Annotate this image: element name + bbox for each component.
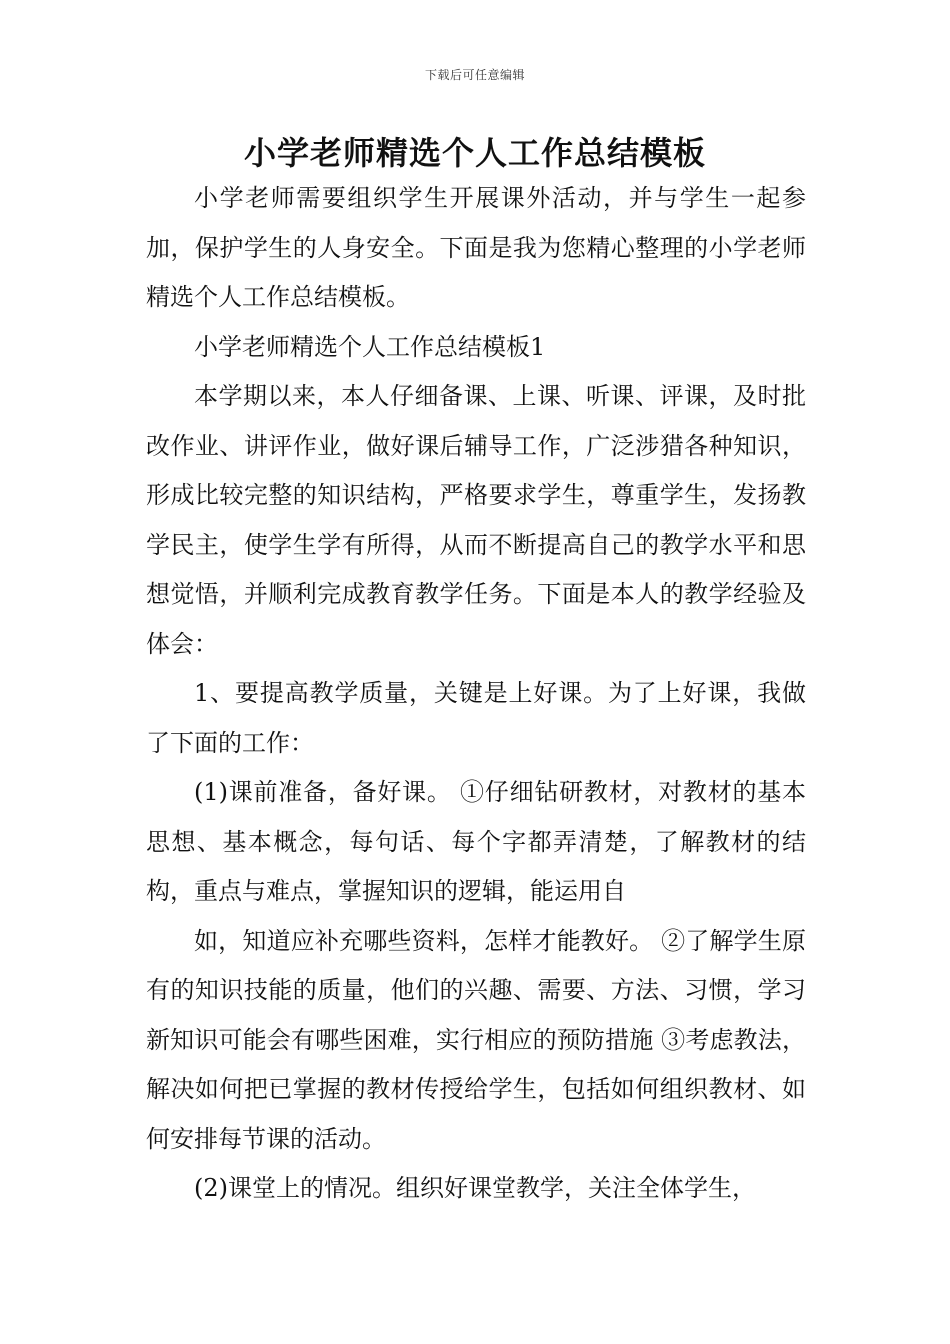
paragraph-point-1: 1、要提高教学质量，关键是上好课。为了上好课，我做了下面的工作： (146, 679, 806, 757)
paragraph-point-1-2: (2)课堂上的情况。组织好课堂教学，关注全体学生， (194, 1174, 756, 1202)
paragraph-point-1-1-cont: 如，知道应补充哪些资料，怎样才能教好。 ②了解学生原有的知识技能的质量，他们的兴趣、需要、方法、习惯，学习新知识可能会有哪些困难，实行相应的预防措施 ③考虑教法，解决如何把已掌握的教材传授给学生，包括如何组织教材、如何安排每节课的活动。 (146, 926, 806, 1153)
header-note: 下载后可任意编辑 (424, 68, 525, 82)
document-body (146, 174, 806, 1214)
paragraph-point-1-1: (1)课前准备，备好课。 ①仔细钻研教材，对教材的基本思想、基本概念，每句话、每个字都弄清楚，了解教材的结构，重点与难点，掌握知识的逻辑，能运用自 (146, 778, 806, 905)
paragraph-intro: 小学老师需要组织学生开展课外活动，并与学生一起参加，保护学生的人身安全。下面是我为您精心整理的小学老师精选个人工作总结模板。 (146, 184, 806, 311)
document-title: 小学老师精选个人工作总结模板 (243, 134, 706, 172)
paragraph-summary: 本学期以来，本人仔细备课、上课、听课、评课，及时批改作业、讲评作业，做好课后辅导工作，广泛涉猎各种知识，形成比较完整的知识结构，严格要求学生，尊重学生，发扬教学民主，使学生学有所得，从而不断提高自己的教学水平和思想觉悟，并顺利完成教育教学任务。下面是本人的教学经验及体会： (146, 382, 806, 658)
paragraph-section-heading: 小学老师精选个人工作总结模板1 (194, 332, 546, 361)
